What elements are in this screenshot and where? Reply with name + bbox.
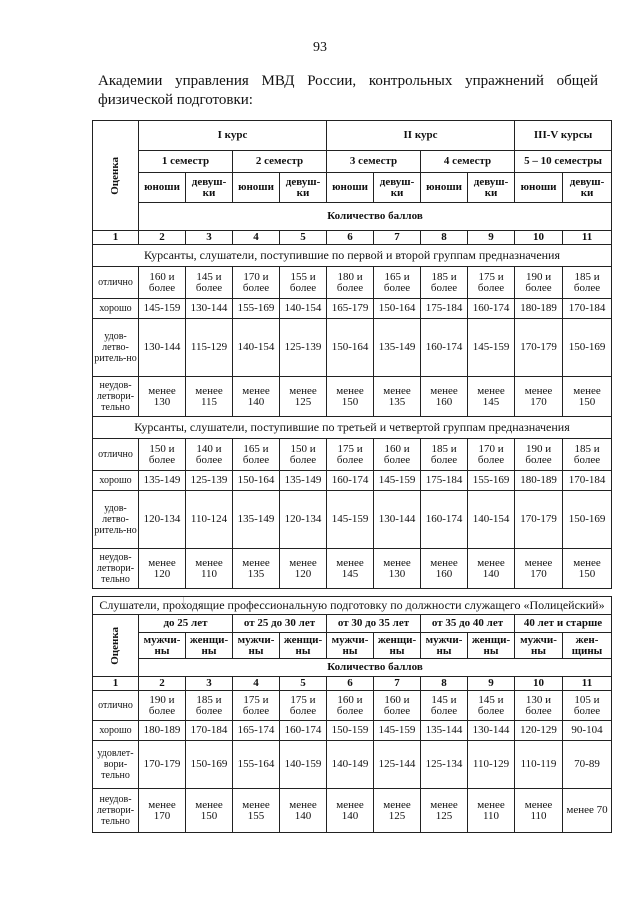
points-cell: менее 150: [563, 549, 612, 589]
points-cell: 170 и более: [233, 267, 280, 299]
column-number: 9: [468, 677, 515, 691]
grade-column-header: [93, 121, 139, 231]
points-cell: 145-159: [139, 299, 186, 319]
column-number: 5: [280, 231, 327, 245]
grade-row: [93, 721, 612, 741]
points-cell: менее 145: [327, 549, 374, 589]
points-cell: менее 125: [374, 789, 421, 833]
points-cell: менее 140: [327, 789, 374, 833]
group-caption: Курсанты, слушатели, поступившие по третьей и четвертой группам предназначения: [93, 417, 612, 439]
gender-header: мужчи-ны: [421, 633, 468, 659]
column-number: 11: [563, 231, 612, 245]
points-cell: менее 135: [233, 549, 280, 589]
points-cell: менее 130: [374, 549, 421, 589]
column-number: 11: [563, 677, 612, 691]
points-cell: 180-189: [139, 721, 186, 741]
points-cell: 145 и более: [186, 267, 233, 299]
points-cell: менее 130: [139, 377, 186, 417]
gender-header: юноши: [327, 173, 374, 203]
points-cell: менее 150: [563, 377, 612, 417]
points-cell: 175 и более: [468, 267, 515, 299]
grade-column-label: Оценка: [109, 156, 121, 195]
points-cell: 135-149: [139, 471, 186, 491]
group-caption-row: [93, 245, 612, 267]
points-cell: 150-164: [374, 299, 421, 319]
points-cell: 120-134: [139, 491, 186, 549]
points-cell: 130 и более: [515, 691, 563, 721]
points-cell: 185 и более: [421, 267, 468, 299]
points-cell: 130-144: [374, 491, 421, 549]
grade-label: неудов-летвори-тельно: [93, 549, 139, 589]
points-cell: 90-104: [563, 721, 612, 741]
gender-header: мужчи-ны: [233, 633, 280, 659]
points-cell: 135-144: [421, 721, 468, 741]
points-cell: 145 и более: [468, 691, 515, 721]
points-cell: 135-149: [374, 319, 421, 377]
points-cell: 170-184: [186, 721, 233, 741]
points-cell: 130-144: [139, 319, 186, 377]
semester-header: 1 семестр: [139, 151, 233, 173]
points-cell: 150 и более: [280, 439, 327, 471]
column-number: 3: [186, 677, 233, 691]
points-cell: 140-159: [280, 741, 327, 789]
points-cell: менее 70: [563, 789, 612, 833]
grade-label: удов-летво-ритель-но: [93, 491, 139, 549]
points-cell: 190 и более: [515, 439, 563, 471]
column-number: 1: [93, 231, 139, 245]
grade-row: [93, 471, 612, 491]
column-number: 10: [515, 677, 563, 691]
points-cell: менее 110: [468, 789, 515, 833]
grade-row: [93, 491, 612, 549]
gender-header-row: [93, 173, 612, 203]
gender-header: мужчи-ны: [139, 633, 186, 659]
age-group-header: от 35 до 40 лет: [421, 615, 515, 633]
group-caption-row: [93, 417, 612, 439]
points-cell: 135-149: [233, 491, 280, 549]
points-cell: менее 170: [515, 377, 563, 417]
points-cell: 145-159: [374, 471, 421, 491]
gender-header: мужчи-ны: [515, 633, 563, 659]
points-cell: 160 и более: [374, 691, 421, 721]
grade-label: хорошо: [93, 299, 139, 319]
points-cell: менее 145: [468, 377, 515, 417]
points-cell: 105 и более: [563, 691, 612, 721]
gender-header: женщи-ны: [468, 633, 515, 659]
points-cell: 160-174: [421, 319, 468, 377]
points-cell: менее 110: [515, 789, 563, 833]
age-group-header: от 30 до 35 лет: [327, 615, 421, 633]
gender-header: жен-щины: [563, 633, 612, 659]
points-cell: 185 и более: [186, 691, 233, 721]
points-cell: менее 110: [186, 549, 233, 589]
points-cell: 185 и более: [421, 439, 468, 471]
points-cell: 145-159: [374, 721, 421, 741]
course-header-row: [93, 121, 612, 151]
points-cell: 125-139: [186, 471, 233, 491]
points-cell: 110-124: [186, 491, 233, 549]
grade-label: неудов-летвори-тельно: [93, 789, 139, 833]
points-header: Количество баллов: [139, 203, 612, 231]
points-cell: 160 и более: [327, 691, 374, 721]
points-cell: 140-149: [327, 741, 374, 789]
gender-header: девуш-ки: [563, 173, 612, 203]
column-number: 6: [327, 677, 374, 691]
column-number-row: [93, 231, 612, 245]
points-cell: 150-169: [563, 319, 612, 377]
points-cell: 180-189: [515, 299, 563, 319]
grade-row: [93, 439, 612, 471]
points-cell: 170-179: [515, 319, 563, 377]
grade-row: [93, 267, 612, 299]
semester-header: 3 семестр: [327, 151, 421, 173]
semester-header: 4 семестр: [421, 151, 515, 173]
column-number: 3: [186, 231, 233, 245]
points-cell: 145-159: [327, 491, 374, 549]
points-cell: 120-129: [515, 721, 563, 741]
grade-row: [93, 691, 612, 721]
grade-label: отлично: [93, 691, 139, 721]
points-header-row: [93, 659, 612, 677]
semester-header: 2 семестр: [233, 151, 327, 173]
intro-line-2: физической подготовки:: [98, 92, 253, 108]
grade-label: отлично: [93, 439, 139, 471]
table-caption: Слушатели, проходящие профессиональную подготовку по должности служащего «Полицейский»: [93, 597, 612, 615]
gender-header: девуш-ки: [374, 173, 421, 203]
points-cell: 160-174: [421, 491, 468, 549]
points-cell: 160 и более: [374, 439, 421, 471]
points-cell: 190 и более: [515, 267, 563, 299]
points-cell: 125-139: [280, 319, 327, 377]
grade-row: [93, 299, 612, 319]
points-cell: 155 и более: [280, 267, 327, 299]
grade-label: удовлет-вори-тельно: [93, 741, 139, 789]
column-number: 4: [233, 231, 280, 245]
grade-row: [93, 319, 612, 377]
column-number-row: [93, 677, 612, 691]
semester-header: 5 – 10 семестры: [515, 151, 612, 173]
points-cell: 170-179: [139, 741, 186, 789]
intro-text: [98, 72, 598, 110]
points-cell: менее 150: [186, 789, 233, 833]
points-cell: 130-144: [186, 299, 233, 319]
gender-header: девуш-ки: [468, 173, 515, 203]
age-group-header: от 25 до 30 лет: [233, 615, 327, 633]
gender-header: девуш-ки: [280, 173, 327, 203]
points-cell: 185 и более: [563, 439, 612, 471]
points-cell: 155-169: [233, 299, 280, 319]
grade-column-label: Оценка: [109, 626, 121, 665]
standards-table-police: [92, 596, 612, 833]
column-number: 7: [374, 677, 421, 691]
grade-row: [93, 789, 612, 833]
points-cell: 175 и более: [233, 691, 280, 721]
course-header: II курс: [327, 121, 515, 151]
points-cell: 150-159: [327, 721, 374, 741]
column-number: 8: [421, 677, 468, 691]
column-number: 8: [421, 231, 468, 245]
points-cell: менее 160: [421, 549, 468, 589]
points-cell: 180 и более: [327, 267, 374, 299]
points-cell: 175 и более: [280, 691, 327, 721]
points-cell: менее 120: [139, 549, 186, 589]
points-cell: 170 и более: [468, 439, 515, 471]
age-header-row: [93, 615, 612, 633]
points-cell: 160 и более: [139, 267, 186, 299]
points-cell: 175-184: [421, 299, 468, 319]
course-header: I курс: [139, 121, 327, 151]
points-cell: 180-189: [515, 471, 563, 491]
grade-row: [93, 741, 612, 789]
standards-table-cadets: [92, 120, 612, 589]
points-cell: 150-164: [327, 319, 374, 377]
points-cell: 170-184: [563, 471, 612, 491]
points-cell: 190 и более: [139, 691, 186, 721]
grade-column-header: [93, 615, 139, 677]
points-cell: менее 150: [327, 377, 374, 417]
points-cell: 160-174: [468, 299, 515, 319]
points-cell: менее 155: [233, 789, 280, 833]
points-cell: 125-134: [421, 741, 468, 789]
intro-line-1: Академии управления МВД России, контрольных упражнений общей: [98, 73, 598, 89]
points-cell: 165 и более: [374, 267, 421, 299]
grade-label: хорошо: [93, 471, 139, 491]
grade-label: неудов-летвори-тельно: [93, 377, 139, 417]
group-caption: Курсанты, слушатели, поступившие по первой и второй группам предназначения: [93, 245, 612, 267]
gender-header-row: [93, 633, 612, 659]
column-number: 2: [139, 677, 186, 691]
course-header: III-V курсы: [515, 121, 612, 151]
gender-header: мужчи-ны: [327, 633, 374, 659]
points-cell: менее 140: [280, 789, 327, 833]
gender-header: женщи-ны: [374, 633, 421, 659]
points-cell: 140-154: [233, 319, 280, 377]
points-cell: 170-184: [563, 299, 612, 319]
points-cell: 150-169: [186, 741, 233, 789]
points-cell: 110-129: [468, 741, 515, 789]
points-cell: 165-179: [327, 299, 374, 319]
gender-header: девуш-ки: [186, 173, 233, 203]
points-cell: 110-119: [515, 741, 563, 789]
points-cell: 125-144: [374, 741, 421, 789]
points-header-row: [93, 203, 612, 231]
points-cell: 150 и более: [139, 439, 186, 471]
points-cell: 140-154: [468, 491, 515, 549]
points-cell: 135-149: [280, 471, 327, 491]
points-cell: менее 140: [468, 549, 515, 589]
points-cell: 175-184: [421, 471, 468, 491]
points-cell: 140 и более: [186, 439, 233, 471]
points-cell: 145-159: [468, 319, 515, 377]
points-cell: 150-169: [563, 491, 612, 549]
caption-row: [93, 597, 612, 615]
points-cell: 120-134: [280, 491, 327, 549]
points-cell: менее 160: [421, 377, 468, 417]
grade-row: [93, 377, 612, 417]
points-cell: 165-174: [233, 721, 280, 741]
age-group-header: до 25 лет: [139, 615, 233, 633]
points-cell: менее 170: [139, 789, 186, 833]
page-number: 93: [313, 40, 327, 55]
column-number: 2: [139, 231, 186, 245]
points-cell: 155-169: [468, 471, 515, 491]
points-cell: 140-154: [280, 299, 327, 319]
points-cell: менее 135: [374, 377, 421, 417]
points-cell: 160-174: [327, 471, 374, 491]
gender-header: женщи-ны: [186, 633, 233, 659]
gender-header: юноши: [421, 173, 468, 203]
column-number: 6: [327, 231, 374, 245]
points-cell: менее 125: [280, 377, 327, 417]
points-cell: 175 и более: [327, 439, 374, 471]
column-number: 5: [280, 677, 327, 691]
points-cell: 70-89: [563, 741, 612, 789]
points-cell: 155-164: [233, 741, 280, 789]
column-number: 7: [374, 231, 421, 245]
points-cell: 145 и более: [421, 691, 468, 721]
points-cell: 160-174: [280, 721, 327, 741]
column-number: 10: [515, 231, 563, 245]
gender-header: юноши: [139, 173, 186, 203]
grade-row: [93, 549, 612, 589]
points-cell: менее 170: [515, 549, 563, 589]
semester-header-row: [93, 151, 612, 173]
points-cell: менее 140: [233, 377, 280, 417]
grade-label: хорошо: [93, 721, 139, 741]
points-cell: 165 и более: [233, 439, 280, 471]
points-cell: 115-129: [186, 319, 233, 377]
age-group-header: 40 лет и старше: [515, 615, 612, 633]
gender-header: юноши: [515, 173, 563, 203]
grade-label: удов-летво-ритель-но: [93, 319, 139, 377]
column-number: 1: [93, 677, 139, 691]
points-cell: 130-144: [468, 721, 515, 741]
points-cell: 150-164: [233, 471, 280, 491]
points-cell: менее 125: [421, 789, 468, 833]
gender-header: женщи-ны: [280, 633, 327, 659]
column-number: 9: [468, 231, 515, 245]
column-number: 4: [233, 677, 280, 691]
points-cell: менее 115: [186, 377, 233, 417]
points-cell: 170-179: [515, 491, 563, 549]
points-cell: менее 120: [280, 549, 327, 589]
grade-label: отлично: [93, 267, 139, 299]
points-header: Количество баллов: [139, 659, 612, 677]
gender-header: юноши: [233, 173, 280, 203]
points-cell: 185 и более: [563, 267, 612, 299]
